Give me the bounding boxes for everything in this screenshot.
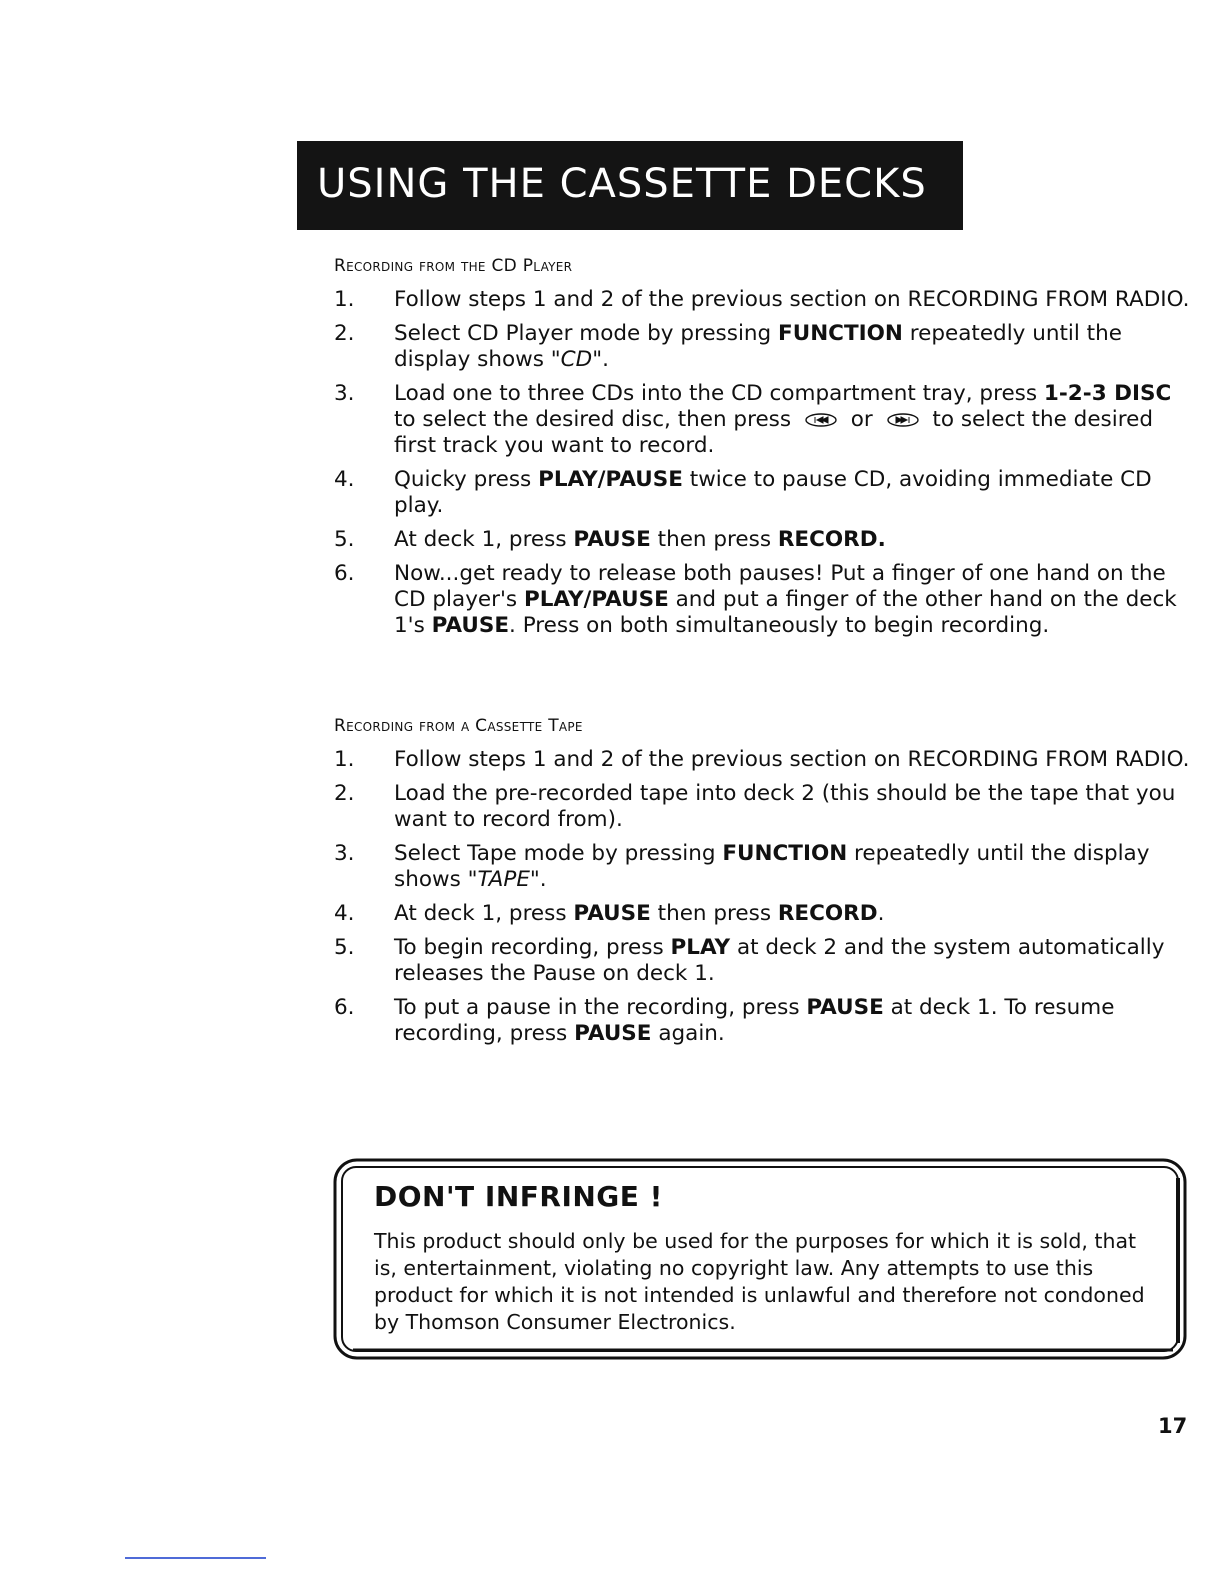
step-text: Select Tape mode by pressing — [394, 841, 723, 866]
step-text: Now...get ready to release both pauses! Put a finger of one hand on the CD player's — [394, 561, 1166, 612]
step-text: . — [877, 901, 885, 926]
step-text: and put a finger of the other hand on the deck 1's — [394, 587, 1177, 638]
step-item — [334, 901, 1194, 927]
step-text: Load one to three CDs into the CD compartment tray, press — [394, 381, 1044, 406]
step-item — [334, 935, 1194, 987]
step-item — [334, 381, 1194, 459]
bold-term: PAUSE — [573, 901, 651, 926]
bold-term: RECORD — [777, 901, 878, 926]
step-text: twice to pause CD, avoiding immediate CD play. — [394, 467, 1152, 518]
bold-term: PLAY/PAUSE — [523, 587, 669, 612]
step-item — [334, 467, 1194, 519]
step-item — [334, 781, 1194, 833]
skip-back-icon — [804, 412, 838, 428]
step-text: ". — [529, 867, 547, 892]
step-text: repeatedly until the display shows " — [394, 321, 1122, 372]
step-number: 6. — [334, 995, 355, 1020]
step-number: 3. — [334, 841, 355, 866]
section-heading-cd: Recording from the CD Player — [334, 256, 573, 276]
steps-list-tape — [334, 747, 1194, 1055]
bold-term: PAUSE — [806, 995, 884, 1020]
step-text: Quicky press — [394, 467, 539, 492]
step-item — [334, 287, 1194, 313]
step-text: At deck 1, press — [394, 901, 574, 926]
step-text: Follow steps 1 and 2 of the previous section on RECORDING FROM RADIO. — [394, 287, 1190, 312]
step-item — [334, 321, 1194, 373]
step-text: to select the desired disc, then press — [394, 407, 798, 432]
step-text: Follow steps 1 and 2 of the previous section on RECORDING FROM RADIO. — [394, 747, 1190, 772]
italic-term: CD — [560, 347, 593, 372]
step-item — [334, 841, 1194, 893]
step-number: 1. — [334, 287, 355, 312]
page-title-banner — [297, 141, 963, 230]
step-text: again. — [651, 1021, 725, 1046]
step-text: at deck 1. To resume recording, press — [394, 995, 1115, 1046]
section-heading-tape: Recording from a Cassette Tape — [334, 716, 583, 736]
step-number: 6. — [334, 561, 355, 586]
step-text: At deck 1, press — [394, 527, 574, 552]
page-number: 17 — [1158, 1414, 1188, 1438]
step-text: then press — [650, 901, 778, 926]
step-item — [334, 747, 1194, 773]
step-number: 1. — [334, 747, 355, 772]
bold-term: PAUSE — [431, 613, 510, 638]
step-text: repeatedly until the display shows " — [394, 841, 1150, 892]
step-text: then press — [650, 527, 778, 552]
bold-term: PLAY — [670, 935, 731, 960]
italic-term: TAPE — [477, 867, 530, 892]
step-item — [334, 995, 1194, 1047]
bold-term: RECORD. — [777, 527, 886, 552]
step-text: at deck 2 and the system automatically releases the Pause on deck 1. — [394, 935, 1165, 986]
step-number: 4. — [334, 467, 355, 492]
step-text: or — [843, 407, 880, 432]
step-text: To put a pause in the recording, press — [394, 995, 807, 1020]
bold-term: FUNCTION — [722, 841, 848, 866]
bold-term: PLAY/PAUSE — [538, 467, 683, 492]
bold-term: 1-2-3 DISC — [1043, 381, 1172, 406]
step-number: 5. — [334, 935, 355, 960]
warning-title: DON'T INFRINGE ! — [374, 1180, 663, 1213]
step-number: 5. — [334, 527, 355, 552]
bold-term: FUNCTION — [778, 321, 903, 346]
step-number: 3. — [334, 381, 355, 406]
warning-body: This product should only be used for the purposes for which it is sold, that is, entertainment, violating no copyright law. Any attempts to use this product for which it is not intended is unlawful and therefore not condoned by Thomson Consumer Electronics. — [374, 1229, 1145, 1334]
skip-forward-icon — [886, 412, 920, 428]
step-text: To begin recording, press — [394, 935, 671, 960]
page-title: USING THE CASSETTE DECKS — [317, 161, 927, 207]
steps-list-cd — [334, 287, 1194, 647]
step-number: 2. — [334, 321, 355, 346]
step-text: . Press on both simultaneously to begin recording. — [509, 613, 1050, 638]
step-text: Load the pre-recorded tape into deck 2 (this should be the tape that you want to record from). — [394, 781, 1176, 832]
footer-rule — [125, 1557, 266, 1559]
step-text: ". — [592, 347, 609, 372]
step-item — [334, 527, 1194, 553]
bold-term: PAUSE — [574, 1021, 652, 1046]
step-text: to select the desired first track you want to record. — [394, 407, 1153, 458]
bold-term: PAUSE — [573, 527, 651, 552]
step-text: Select CD Player mode by pressing — [394, 321, 779, 346]
step-number: 4. — [334, 901, 355, 926]
step-item — [334, 561, 1194, 639]
step-number: 2. — [334, 781, 355, 806]
